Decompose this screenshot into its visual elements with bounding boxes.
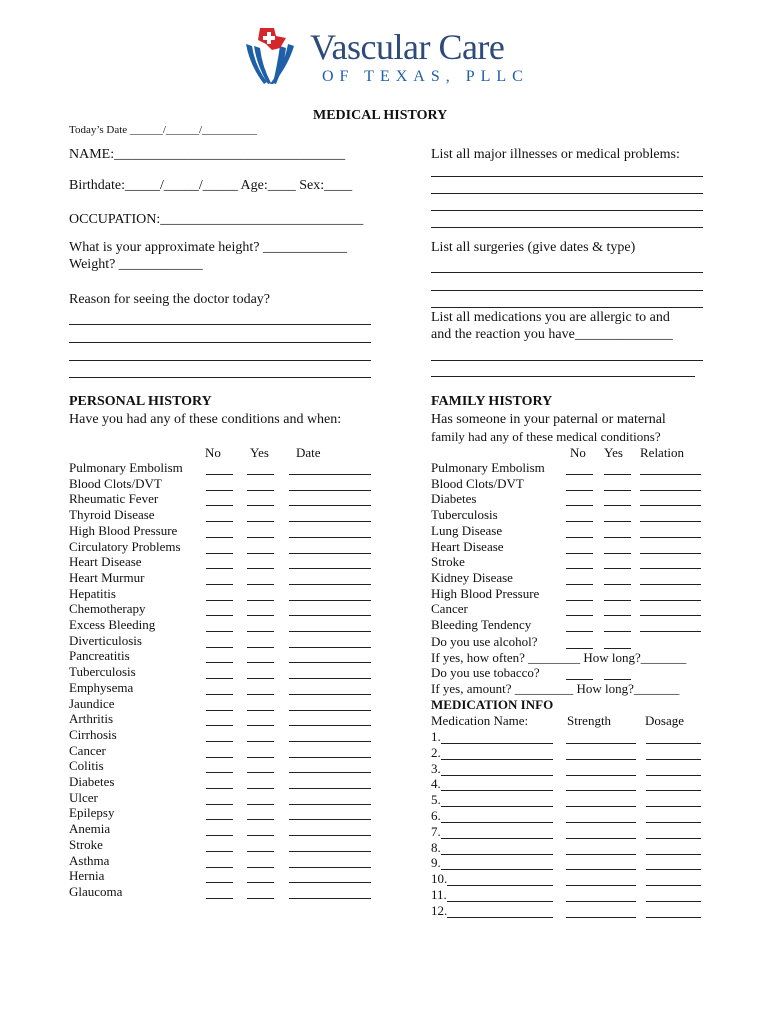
- strength-blank[interactable]: [566, 775, 636, 776]
- tobacco-question: Do you use tobacco?: [431, 665, 540, 680]
- relation-blank[interactable]: [640, 615, 701, 616]
- date-blank[interactable]: [289, 819, 371, 820]
- name-field[interactable]: NAME:_________________________________: [69, 147, 346, 162]
- condition-label: Thyroid Disease: [69, 507, 155, 523]
- family-condition-label: Diabetes: [431, 491, 477, 507]
- date-blank[interactable]: [289, 788, 371, 789]
- medication-number: 12.: [431, 902, 448, 918]
- surgeries-line[interactable]: [431, 272, 703, 273]
- no-blank[interactable]: [206, 490, 233, 491]
- yes-blank[interactable]: [604, 568, 631, 569]
- no-blank[interactable]: [566, 521, 593, 522]
- date-blank[interactable]: [289, 537, 371, 538]
- relation-blank[interactable]: [640, 505, 701, 506]
- medication-heading: MEDICATION INFO: [431, 697, 554, 712]
- dosage-blank[interactable]: [646, 869, 701, 870]
- personal-history-question: Have you had any of these conditions and when:: [69, 412, 342, 427]
- date-blank[interactable]: [289, 757, 371, 758]
- alcohol-frequency-field[interactable]: If yes, how often? ________ How long?_______: [431, 650, 687, 665]
- medication-number: 6.: [431, 808, 441, 823]
- no-blank[interactable]: [206, 741, 233, 742]
- condition-label: Diabetes: [69, 774, 115, 789]
- no-blank[interactable]: [206, 553, 233, 554]
- personal-history-heading: PERSONAL HISTORY: [69, 394, 212, 409]
- date-blank[interactable]: [289, 851, 371, 852]
- no-blank[interactable]: [566, 568, 593, 569]
- family-condition-label: Bleeding Tendency: [431, 617, 532, 632]
- medication-name-blank[interactable]: [441, 854, 553, 855]
- condition-label: Anemia: [69, 821, 111, 837]
- dosage-blank[interactable]: [646, 759, 701, 760]
- dosage-blank[interactable]: [646, 901, 701, 902]
- reason-line[interactable]: [69, 377, 371, 378]
- tobacco-no-blank[interactable]: [566, 679, 593, 680]
- date-blank[interactable]: [289, 505, 371, 506]
- relation-blank[interactable]: [640, 537, 701, 538]
- illness-line[interactable]: [431, 227, 703, 228]
- condition-label: Blood Clots/DVT: [69, 475, 162, 491]
- no-blank[interactable]: [566, 553, 593, 554]
- no-blank[interactable]: [206, 584, 233, 585]
- medication-number: 7.: [431, 823, 441, 839]
- no-blank[interactable]: [206, 568, 233, 569]
- yes-blank[interactable]: [247, 662, 274, 663]
- yes-blank[interactable]: [247, 474, 274, 475]
- condition-label: Emphysema: [69, 679, 134, 695]
- condition-label: Glaucoma: [69, 883, 123, 899]
- surgeries-line[interactable]: [431, 290, 703, 291]
- yes-blank[interactable]: [247, 710, 274, 711]
- personal-col-no: No: [205, 445, 221, 460]
- yes-blank[interactable]: [604, 537, 631, 538]
- strength-blank[interactable]: [566, 806, 636, 807]
- date-blank[interactable]: [289, 725, 371, 726]
- condition-label: Circulatory Problems: [69, 538, 181, 554]
- condition-label: Pancreatitis: [69, 648, 130, 664]
- medication-number: 11.: [431, 887, 447, 902]
- no-blank[interactable]: [206, 694, 233, 695]
- reason-line[interactable]: [69, 342, 371, 343]
- date-blank[interactable]: [289, 521, 371, 522]
- medication-name-blank[interactable]: [441, 759, 553, 760]
- medication-name-blank[interactable]: [441, 743, 553, 744]
- yes-blank[interactable]: [247, 553, 274, 554]
- condition-label: Rheumatic Fever: [69, 491, 159, 507]
- dosage-blank[interactable]: [646, 822, 701, 823]
- reason-label: Reason for seeing the doctor today?: [69, 292, 270, 307]
- family-condition-label: Stroke: [431, 554, 465, 570]
- dosage-blank[interactable]: [646, 917, 701, 918]
- strength-blank[interactable]: [566, 838, 636, 839]
- condition-label: High Blood Pressure: [69, 522, 178, 538]
- no-blank[interactable]: [206, 678, 233, 679]
- medication-number: 9.: [431, 855, 441, 871]
- no-blank[interactable]: [206, 474, 233, 475]
- date-blank[interactable]: [289, 867, 371, 868]
- yes-blank[interactable]: [247, 600, 274, 601]
- relation-blank[interactable]: [640, 600, 701, 601]
- yes-blank[interactable]: [604, 615, 631, 616]
- medication-name-blank[interactable]: [441, 838, 553, 839]
- family-col-yes: Yes: [604, 445, 623, 460]
- date-blank[interactable]: [289, 474, 371, 475]
- strength-blank[interactable]: [566, 822, 636, 823]
- date-blank[interactable]: [289, 835, 371, 836]
- no-blank[interactable]: [206, 631, 233, 632]
- allergy-label-2[interactable]: and the reaction you have______________: [431, 327, 673, 342]
- medication-number: 3.: [431, 760, 441, 776]
- todays-date-label: Today’s Date ______/______/__________: [69, 124, 258, 136]
- date-blank[interactable]: [289, 553, 371, 554]
- condition-label: Chemotherapy: [69, 601, 146, 617]
- no-blank[interactable]: [206, 882, 233, 883]
- yes-blank[interactable]: [247, 772, 274, 773]
- family-history-question: Has someone in your paternal or maternal: [431, 412, 666, 427]
- no-blank[interactable]: [206, 710, 233, 711]
- no-blank[interactable]: [206, 851, 233, 852]
- strength-blank[interactable]: [566, 854, 636, 855]
- reason-line[interactable]: [69, 360, 371, 361]
- strength-blank[interactable]: [566, 759, 636, 760]
- no-blank[interactable]: [206, 647, 233, 648]
- medication-number: 8.: [431, 839, 441, 855]
- medication-name-blank[interactable]: [441, 822, 553, 823]
- yes-blank[interactable]: [604, 521, 631, 522]
- yes-blank[interactable]: [247, 835, 274, 836]
- dosage-blank[interactable]: [646, 743, 701, 744]
- medication-col-dosage: Dosage: [645, 713, 684, 728]
- yes-blank[interactable]: [247, 741, 274, 742]
- family-condition-label: Lung Disease: [431, 522, 503, 538]
- yes-blank[interactable]: [247, 725, 274, 726]
- illness-line[interactable]: [431, 176, 703, 177]
- strength-blank[interactable]: [566, 885, 636, 886]
- no-blank[interactable]: [566, 600, 593, 601]
- dosage-blank[interactable]: [646, 838, 701, 839]
- family-col-relation: Relation: [640, 445, 685, 460]
- tobacco-yes-blank[interactable]: [604, 679, 631, 680]
- condition-label: Cirrhosis: [69, 726, 117, 742]
- no-blank[interactable]: [566, 584, 593, 585]
- date-blank[interactable]: [289, 678, 371, 679]
- illness-label: List all major illnesses or medical problems:: [431, 147, 680, 162]
- logo-name: Vascular Care: [310, 27, 505, 67]
- yes-blank[interactable]: [247, 584, 274, 585]
- condition-label: Excess Bleeding: [69, 617, 156, 632]
- condition-label: Ulcer: [69, 789, 98, 805]
- yes-blank[interactable]: [247, 882, 274, 883]
- condition-label: Colitis: [69, 758, 104, 774]
- no-blank[interactable]: [206, 537, 233, 538]
- strength-blank[interactable]: [566, 917, 636, 918]
- family-condition-label: Kidney Disease: [431, 569, 513, 585]
- yes-blank[interactable]: [247, 631, 274, 632]
- date-blank[interactable]: [289, 662, 371, 663]
- tobacco-amount-field[interactable]: If yes, amount? _________ How long?_______: [431, 681, 680, 696]
- medication-number: 5.: [431, 792, 441, 808]
- surgeries-line[interactable]: [431, 307, 703, 308]
- yes-blank[interactable]: [247, 568, 274, 569]
- yes-blank[interactable]: [247, 678, 274, 679]
- yes-blank[interactable]: [604, 474, 631, 475]
- page-title: MEDICAL HISTORY: [313, 108, 448, 123]
- condition-label: Hepatitis: [69, 585, 116, 601]
- date-blank[interactable]: [289, 898, 371, 899]
- family-condition-label: Pulmonary Embolism: [431, 460, 545, 475]
- weight-field[interactable]: Weight? ____________: [69, 257, 203, 272]
- no-blank[interactable]: [566, 505, 593, 506]
- condition-label: Jaundice: [69, 695, 115, 711]
- no-blank[interactable]: [206, 772, 233, 773]
- family-condition-label: Blood Clots/DVT: [431, 475, 524, 491]
- dosage-blank[interactable]: [646, 854, 701, 855]
- condition-label: Arthritis: [69, 711, 114, 727]
- yes-blank[interactable]: [247, 788, 274, 789]
- allergy-label: List all medications you are allergic to and: [431, 310, 670, 325]
- medication-name-blank[interactable]: [447, 917, 553, 918]
- personal-col-yes: Yes: [250, 445, 269, 460]
- medication-col-strength: Strength: [567, 713, 612, 728]
- logo-sub: OF TEXAS, PLLC: [322, 68, 529, 85]
- condition-label: Tuberculosis: [69, 664, 136, 680]
- no-blank[interactable]: [566, 537, 593, 538]
- yes-blank[interactable]: [604, 600, 631, 601]
- no-blank[interactable]: [206, 600, 233, 601]
- condition-label: Heart Disease: [69, 554, 142, 570]
- illness-line[interactable]: [431, 210, 703, 211]
- no-blank[interactable]: [206, 788, 233, 789]
- relation-blank[interactable]: [640, 553, 701, 554]
- family-history-question-2: family had any of these medical conditions?: [431, 429, 661, 444]
- dosage-blank[interactable]: [646, 790, 701, 791]
- yes-blank[interactable]: [604, 490, 631, 491]
- yes-blank[interactable]: [247, 851, 274, 852]
- condition-label: Heart Murmur: [69, 569, 145, 585]
- occupation-field[interactable]: OCCUPATION:_____________________________: [69, 212, 364, 227]
- relation-blank[interactable]: [640, 568, 701, 569]
- medication-number: 4.: [431, 776, 441, 792]
- yes-blank[interactable]: [247, 521, 274, 522]
- no-blank[interactable]: [206, 725, 233, 726]
- condition-label: Asthma: [69, 852, 110, 868]
- family-condition-label: High Blood Pressure: [431, 585, 540, 601]
- alcohol-question: Do you use alcohol?: [431, 634, 538, 649]
- date-blank[interactable]: [289, 631, 371, 632]
- date-blank[interactable]: [289, 600, 371, 601]
- illness-line[interactable]: [431, 193, 703, 194]
- relation-blank[interactable]: [640, 631, 701, 632]
- surgeries-label: List all surgeries (give dates & type): [431, 240, 636, 255]
- yes-blank[interactable]: [247, 615, 274, 616]
- strength-blank[interactable]: [566, 901, 636, 902]
- date-blank[interactable]: [289, 568, 371, 569]
- logo: [240, 26, 540, 88]
- allergy-line[interactable]: [431, 360, 703, 361]
- strength-blank[interactable]: [566, 790, 636, 791]
- condition-label: Diverticulosis: [69, 632, 142, 648]
- yes-blank[interactable]: [247, 804, 274, 805]
- medication-name-blank[interactable]: [447, 901, 553, 902]
- family-history-heading: FAMILY HISTORY: [431, 394, 553, 409]
- relation-blank[interactable]: [640, 474, 701, 475]
- family-condition-label: Heart Disease: [431, 538, 504, 554]
- no-blank[interactable]: [206, 505, 233, 506]
- medication-name-blank[interactable]: [447, 885, 553, 886]
- yes-blank[interactable]: [247, 647, 274, 648]
- family-condition-label: Tuberculosis: [431, 507, 498, 523]
- no-blank[interactable]: [566, 631, 593, 632]
- personal-col-date: Date: [296, 445, 321, 460]
- condition-label: Stroke: [69, 836, 103, 852]
- yes-blank[interactable]: [604, 631, 631, 632]
- medication-number: 10.: [431, 871, 448, 887]
- condition-label: Hernia: [69, 868, 105, 884]
- date-blank[interactable]: [289, 882, 371, 883]
- no-blank[interactable]: [206, 521, 233, 522]
- birthdate-field[interactable]: Birthdate:_____/_____/_____ Age:____ Sex:____: [69, 178, 353, 193]
- dosage-blank[interactable]: [646, 885, 701, 886]
- date-blank[interactable]: [289, 710, 371, 711]
- date-blank[interactable]: [289, 647, 371, 648]
- date-blank[interactable]: [289, 772, 371, 773]
- allergy-line[interactable]: [431, 376, 695, 377]
- no-blank[interactable]: [206, 819, 233, 820]
- date-blank[interactable]: [289, 694, 371, 695]
- medication-name-blank[interactable]: [441, 806, 553, 807]
- no-blank[interactable]: [206, 898, 233, 899]
- no-blank[interactable]: [206, 867, 233, 868]
- date-blank[interactable]: [289, 490, 371, 491]
- medication-number: 2.: [431, 744, 441, 760]
- height-field[interactable]: What is your approximate height? ____________: [69, 240, 347, 255]
- no-blank[interactable]: [206, 662, 233, 663]
- medication-number: 1.: [431, 729, 441, 744]
- yes-blank[interactable]: [247, 694, 274, 695]
- strength-blank[interactable]: [566, 869, 636, 870]
- date-blank[interactable]: [289, 615, 371, 616]
- yes-blank[interactable]: [247, 819, 274, 820]
- relation-blank[interactable]: [640, 490, 701, 491]
- alcohol-no-blank[interactable]: [566, 648, 593, 649]
- no-blank[interactable]: [206, 804, 233, 805]
- no-blank[interactable]: [566, 615, 593, 616]
- yes-blank[interactable]: [247, 505, 274, 506]
- alcohol-yes-blank[interactable]: [604, 648, 631, 649]
- date-blank[interactable]: [289, 741, 371, 742]
- logo-mark-icon: [240, 26, 302, 88]
- yes-blank[interactable]: [604, 505, 631, 506]
- date-blank[interactable]: [289, 584, 371, 585]
- condition-label: Cancer: [69, 742, 106, 758]
- yes-blank[interactable]: [247, 490, 274, 491]
- no-blank[interactable]: [566, 474, 593, 475]
- medication-name-blank[interactable]: [441, 790, 553, 791]
- relation-blank[interactable]: [640, 521, 701, 522]
- date-blank[interactable]: [289, 804, 371, 805]
- no-blank[interactable]: [206, 835, 233, 836]
- relation-blank[interactable]: [640, 584, 701, 585]
- no-blank[interactable]: [566, 490, 593, 491]
- family-condition-label: Cancer: [431, 601, 468, 617]
- reason-line[interactable]: [69, 324, 371, 325]
- yes-blank[interactable]: [247, 898, 274, 899]
- medication-name-blank[interactable]: [441, 869, 553, 870]
- yes-blank[interactable]: [247, 867, 274, 868]
- dosage-blank[interactable]: [646, 775, 701, 776]
- yes-blank[interactable]: [247, 537, 274, 538]
- condition-label: Epilepsy: [69, 805, 115, 821]
- dosage-blank[interactable]: [646, 806, 701, 807]
- medication-name-blank[interactable]: [441, 775, 553, 776]
- yes-blank[interactable]: [604, 584, 631, 585]
- condition-label: Pulmonary Embolism: [69, 460, 183, 475]
- family-col-no: No: [570, 445, 586, 460]
- strength-blank[interactable]: [566, 743, 636, 744]
- no-blank[interactable]: [206, 615, 233, 616]
- medication-col-name: Medication Name:: [431, 713, 529, 728]
- yes-blank[interactable]: [247, 757, 274, 758]
- no-blank[interactable]: [206, 757, 233, 758]
- yes-blank[interactable]: [604, 553, 631, 554]
